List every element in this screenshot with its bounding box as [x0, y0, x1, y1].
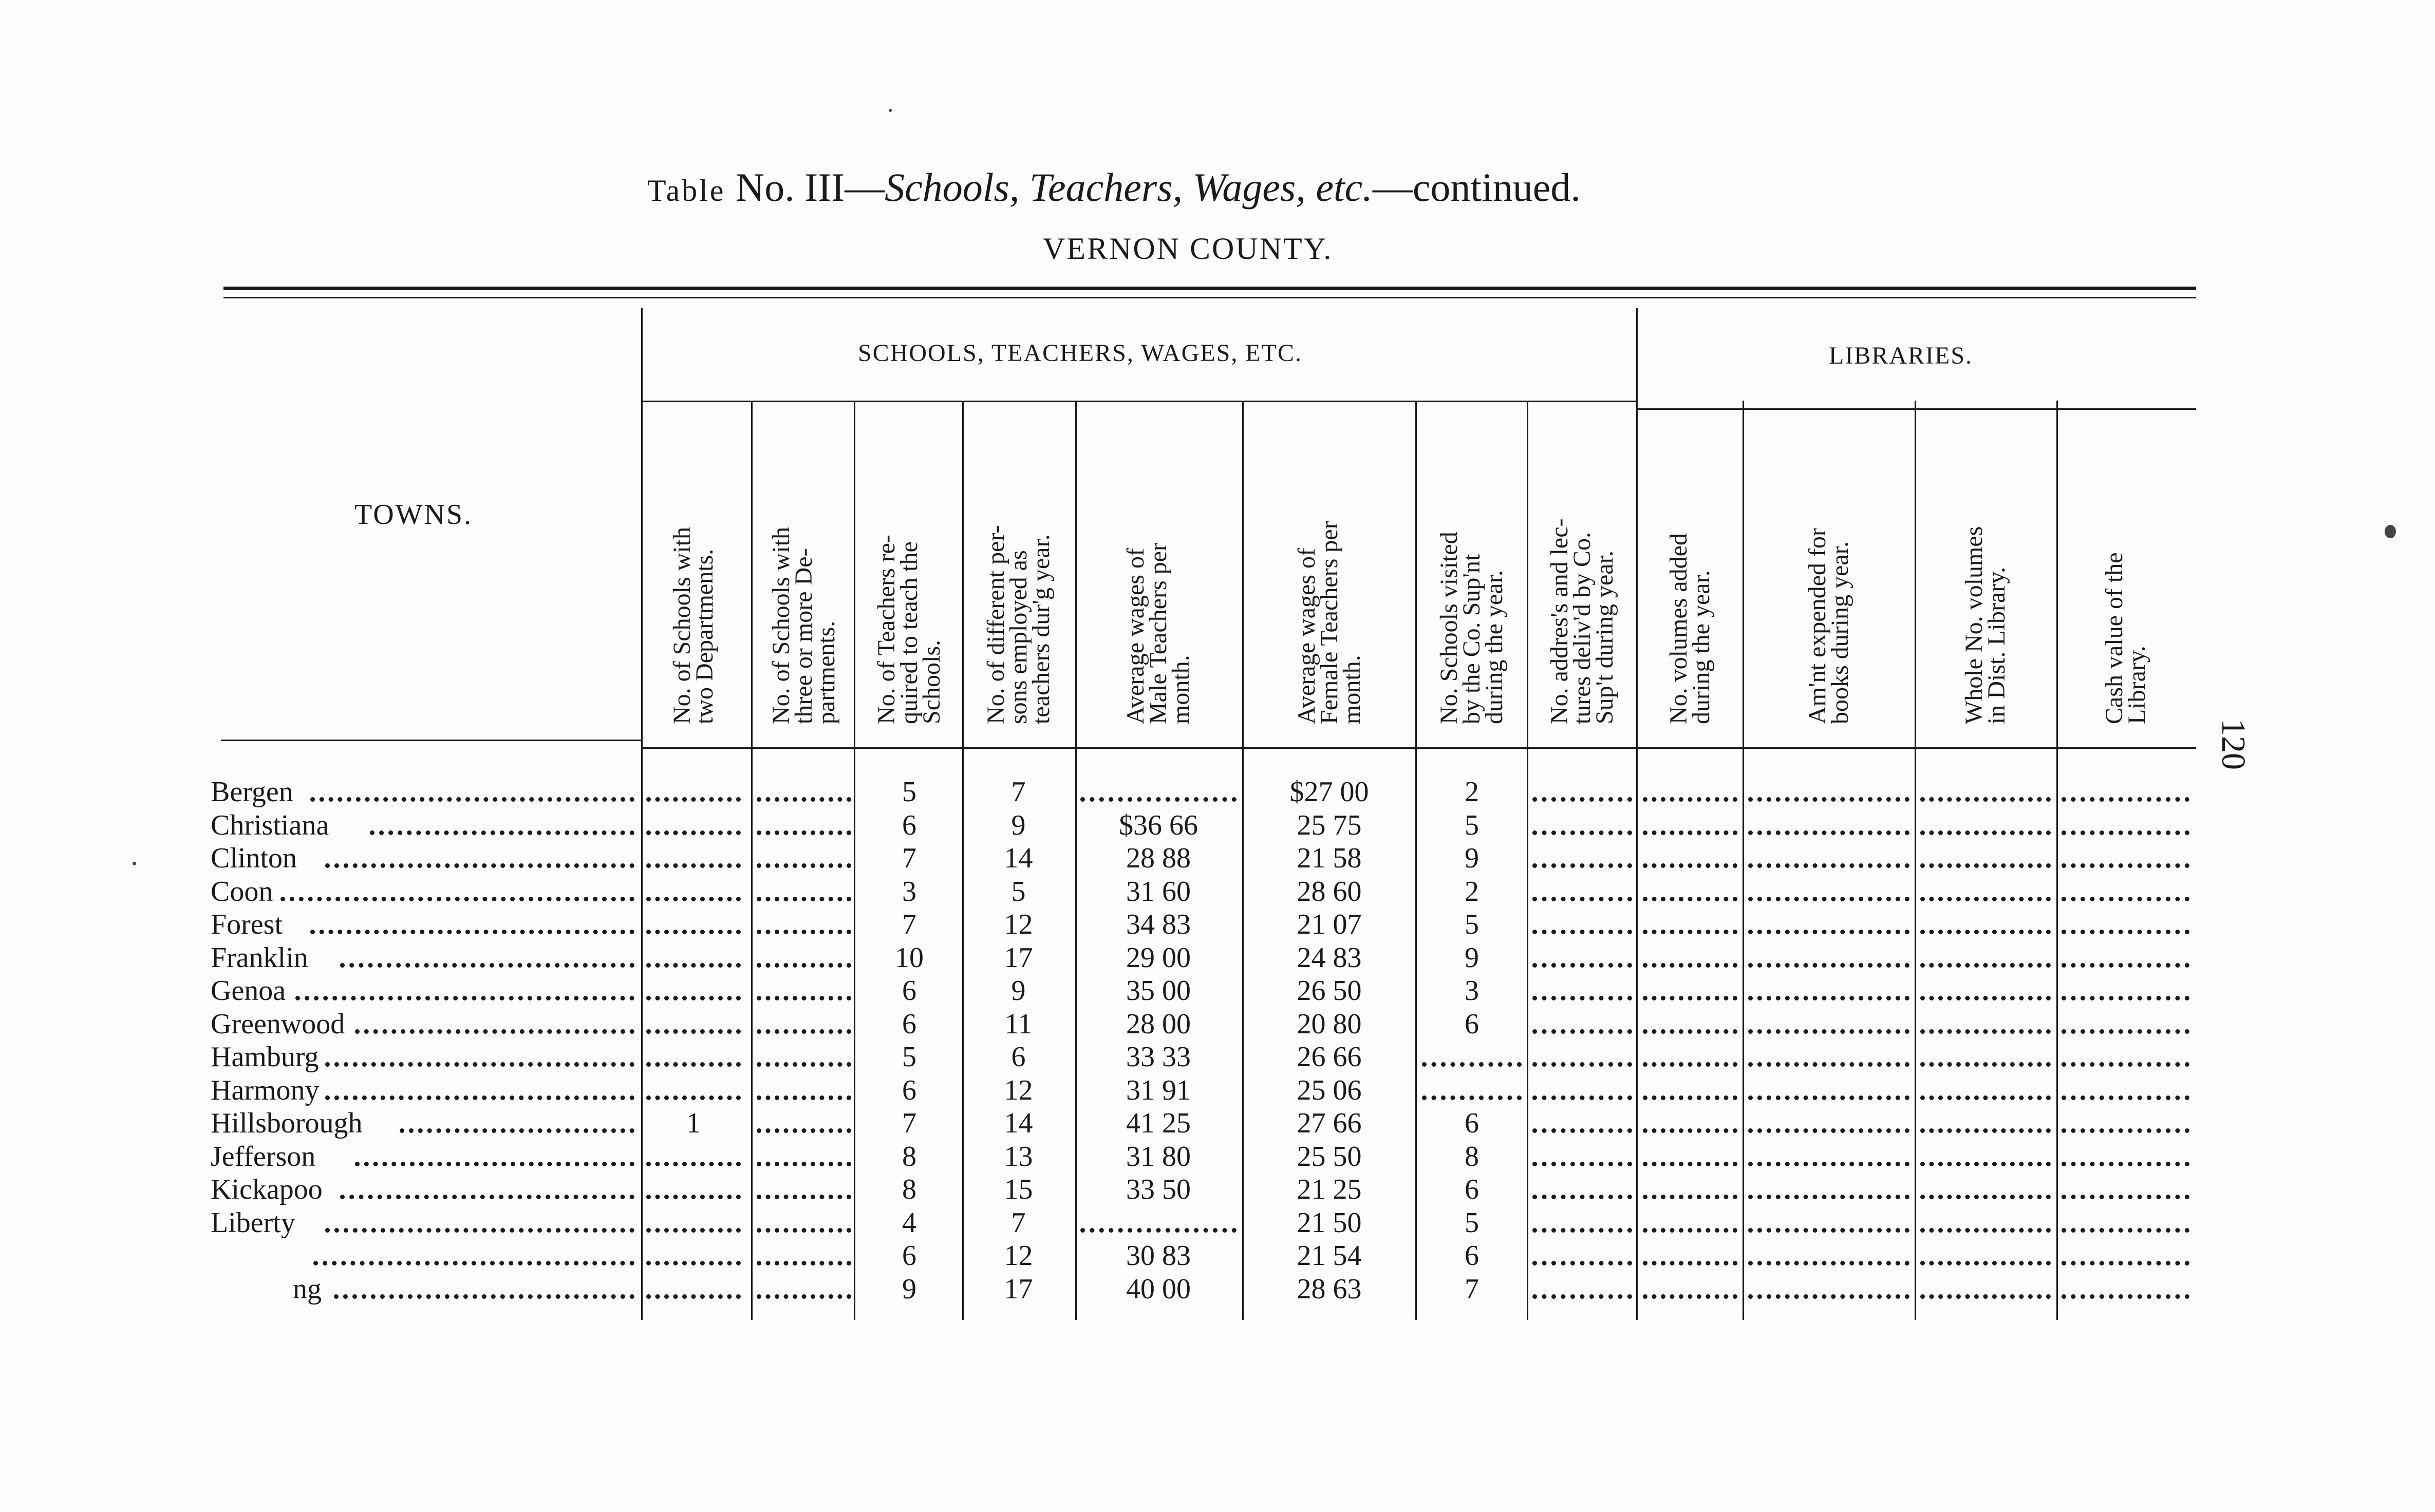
empty-cell-dots — [1748, 791, 1909, 802]
empty-cell-dots — [2062, 824, 2189, 835]
empty-cell-dots — [1532, 857, 1632, 868]
town-name: Coon — [211, 875, 273, 908]
leader-dots — [310, 791, 634, 802]
empty-cell-dots — [646, 990, 741, 1000]
empty-cell-dots — [646, 824, 741, 835]
empty-cell-dots — [1532, 1023, 1632, 1034]
empty-cell-dots — [1643, 1255, 1737, 1265]
top-rule-thin — [223, 297, 2196, 298]
column-header: No. Schools visited by the Co. Sup'nt during the year. — [1435, 532, 1508, 724]
top-rule — [223, 287, 2196, 290]
table-cell: 6 — [1465, 1008, 1479, 1040]
table-cell: 28 00 — [1126, 1008, 1191, 1040]
empty-cell-dots — [1643, 791, 1737, 802]
empty-cell-dots — [2062, 857, 2189, 868]
empty-cell-dots — [1532, 1188, 1632, 1199]
empty-cell-dots — [1748, 1188, 1909, 1199]
table-row — [211, 1206, 2204, 1239]
column-header: Am'nt expended for books during year. — [1804, 528, 1853, 724]
empty-cell-dots — [1920, 1056, 2051, 1067]
table-cell: 11 — [1004, 1008, 1033, 1040]
ink-speck — [889, 109, 892, 112]
empty-cell-dots — [757, 923, 851, 934]
empty-cell-dots — [1920, 1288, 2051, 1299]
empty-cell-dots — [1643, 1222, 1737, 1233]
column-header: No. of different per- sons employed as teachers dur'g year. — [982, 525, 1055, 724]
table-cell: 21 25 — [1297, 1174, 1362, 1205]
table-cell: 9 — [1465, 842, 1479, 874]
town-name: Jefferson — [211, 1140, 316, 1173]
table-row — [211, 875, 2204, 908]
empty-cell-dots — [1532, 990, 1632, 1000]
town-name: Hamburg — [211, 1041, 319, 1073]
towns-header: TOWNS. — [354, 499, 473, 531]
empty-cell-dots — [757, 990, 851, 1000]
table-cell: 5 — [902, 776, 916, 808]
column-header: No. of Teachers re- quired to teach the Schools. — [873, 535, 945, 724]
table-cell: 31 60 — [1126, 875, 1191, 908]
table-cell: 6 — [1465, 1174, 1479, 1205]
empty-cell-dots — [1532, 891, 1632, 901]
empty-cell-dots — [2062, 1056, 2189, 1067]
empty-cell-dots — [1748, 1222, 1909, 1233]
town-name: Genoa — [211, 975, 286, 1007]
empty-cell-dots — [1748, 1156, 1909, 1166]
table-cell: 3 — [1465, 975, 1479, 1007]
table-cell: 25 50 — [1297, 1140, 1362, 1173]
table-cell: 7 — [902, 1107, 916, 1139]
empty-cell-dots — [2062, 1255, 2189, 1265]
empty-cell-dots — [1643, 1089, 1737, 1100]
empty-cell-dots — [646, 957, 741, 968]
town-name: Forest — [211, 909, 283, 940]
empty-cell-dots — [1920, 857, 2051, 868]
empty-cell-dots — [1748, 824, 1909, 835]
empty-cell-dots — [757, 1023, 851, 1034]
table-cell: 10 — [895, 941, 924, 974]
table-cell: 8 — [1465, 1140, 1479, 1173]
column-header: No. addres's and lec- tures deliv'd by Co. Sup't during year. — [1546, 518, 1618, 724]
column-header: Average wages of Female Teachers per month. — [1293, 521, 1365, 724]
table-cell: 7 — [902, 842, 916, 874]
empty-cell-dots — [1748, 1122, 1909, 1133]
empty-cell-dots — [1920, 1188, 2051, 1199]
table-prefix: Table — [647, 174, 726, 207]
empty-cell-dots — [757, 1255, 851, 1265]
table-cell: 21 07 — [1297, 909, 1362, 940]
empty-cell-dots — [1080, 1222, 1237, 1233]
empty-cell-dots — [1643, 1023, 1737, 1034]
empty-cell-dots — [646, 1089, 741, 1100]
table-cell: 6 — [1465, 1240, 1479, 1272]
empty-cell-dots — [757, 824, 851, 835]
table-row — [211, 1008, 2204, 1041]
table-cell: 40 00 — [1126, 1273, 1191, 1305]
table-row — [211, 908, 2204, 941]
empty-cell-dots — [1748, 1023, 1909, 1034]
empty-cell-dots — [757, 1188, 851, 1199]
empty-cell-dots — [2062, 1222, 2189, 1233]
table-row — [211, 776, 2204, 808]
empty-cell-dots — [646, 1255, 741, 1265]
column-header: No. volumes added during the year. — [1665, 533, 1715, 724]
table-cell: 15 — [1004, 1174, 1033, 1205]
towns-divider — [221, 740, 641, 741]
empty-cell-dots — [1748, 857, 1909, 868]
empty-cell-dots — [2062, 791, 2189, 802]
town-name: Greenwood — [211, 1008, 345, 1040]
empty-cell-dots — [2062, 891, 2189, 901]
table-cell: 12 — [1004, 909, 1033, 940]
table-cell: 5 — [1465, 1206, 1479, 1239]
table-row — [211, 842, 2204, 875]
table-cell: 33 33 — [1126, 1041, 1191, 1073]
table-cell: 41 25 — [1126, 1107, 1191, 1139]
town-name: Hillsborough — [211, 1107, 363, 1139]
empty-cell-dots — [757, 857, 851, 868]
table-cell: 14 — [1004, 1107, 1033, 1139]
table-row — [211, 1173, 2204, 1206]
empty-cell-dots — [1748, 923, 1909, 934]
group-schools-label: SCHOOLS, TEACHERS, WAGES, ETC. — [858, 339, 1302, 367]
table-row — [211, 1239, 2204, 1272]
empty-cell-dots — [1532, 1222, 1632, 1233]
table-cell: 7 — [902, 909, 916, 940]
empty-cell-dots — [1532, 1089, 1632, 1100]
empty-cell-dots — [2062, 957, 2189, 968]
table-cell: 28 88 — [1126, 842, 1191, 874]
table-cell: 25 06 — [1297, 1074, 1362, 1106]
empty-cell-dots — [1532, 1156, 1632, 1166]
town-name: Bergen — [211, 776, 293, 808]
table-cell: 6 — [1011, 1041, 1026, 1073]
table-cell: 26 66 — [1297, 1041, 1362, 1073]
town-name: Harmony — [211, 1074, 320, 1106]
table-cell: 14 — [1004, 842, 1033, 874]
leader-dots — [325, 1056, 634, 1067]
empty-cell-dots — [1920, 1122, 2051, 1133]
table-cell: 21 50 — [1297, 1206, 1362, 1239]
empty-cell-dots — [1748, 1089, 1909, 1100]
table-cell: 9 — [902, 1273, 916, 1305]
leader-dots — [325, 857, 634, 868]
empty-cell-dots — [1532, 791, 1632, 802]
table-cell: 6 — [902, 1074, 916, 1106]
empty-cell-dots — [1422, 1056, 1522, 1067]
empty-cell-dots — [2062, 1023, 2189, 1034]
table-cell: 24 83 — [1297, 941, 1362, 974]
table-cell: 26 50 — [1297, 975, 1362, 1007]
table-cell: 12 — [1004, 1240, 1033, 1272]
leader-dots — [334, 1288, 634, 1299]
empty-cell-dots — [1920, 990, 2051, 1000]
empty-cell-dots — [1643, 1288, 1737, 1299]
empty-cell-dots — [646, 1222, 741, 1233]
empty-cell-dots — [1643, 1156, 1737, 1166]
empty-cell-dots — [1920, 923, 2051, 934]
empty-cell-dots — [1748, 1056, 1909, 1067]
table-cell: 12 — [1004, 1074, 1033, 1106]
header-bottom-rule — [641, 747, 2196, 749]
empty-cell-dots — [1080, 791, 1237, 802]
table-cell: 5 — [902, 1041, 916, 1073]
leader-dots — [340, 957, 634, 968]
empty-cell-dots — [646, 923, 741, 934]
table-cell: 3 — [902, 875, 916, 908]
empty-cell-dots — [646, 1288, 741, 1299]
empty-cell-dots — [1920, 824, 2051, 835]
empty-cell-dots — [1643, 824, 1737, 835]
empty-cell-dots — [646, 891, 741, 901]
table-cell: 2 — [1465, 776, 1479, 808]
page-number: 120 — [2215, 719, 2252, 770]
empty-cell-dots — [757, 1056, 851, 1067]
empty-cell-dots — [1920, 1089, 2051, 1100]
table-cell: 28 63 — [1297, 1273, 1362, 1305]
empty-cell-dots — [1532, 1056, 1632, 1067]
empty-cell-dots — [1920, 791, 2051, 802]
empty-cell-dots — [646, 1056, 741, 1067]
empty-cell-dots — [1920, 1255, 2051, 1265]
table-subject: Schools, Teachers, Wages, etc. — [885, 165, 1373, 210]
table-cell: 28 60 — [1297, 875, 1362, 908]
table-cell: 6 — [902, 1008, 916, 1040]
table-cell: 34 83 — [1126, 909, 1191, 940]
table-row — [211, 1273, 2204, 1306]
empty-cell-dots — [1920, 1156, 2051, 1166]
table-cell: 21 54 — [1297, 1240, 1362, 1272]
leader-dots — [313, 1255, 634, 1265]
leader-dots — [355, 1023, 634, 1034]
empty-cell-dots — [2062, 1089, 2189, 1100]
empty-cell-dots — [1532, 824, 1632, 835]
table-cell: 2 — [1465, 875, 1479, 908]
town-name: Christiana — [211, 809, 329, 841]
column-header: No. of Schools with three or more De- partments. — [767, 527, 840, 724]
leader-dots — [340, 1188, 634, 1199]
leader-dots — [295, 990, 634, 1000]
empty-cell-dots — [757, 1156, 851, 1166]
table-cell: 21 58 — [1297, 842, 1362, 874]
group-libraries-label: LIBRARIES. — [1829, 342, 1973, 369]
table-cell: 17 — [1004, 941, 1033, 974]
table-cell: 35 00 — [1126, 975, 1191, 1007]
table-cell: $27 00 — [1289, 776, 1369, 808]
empty-cell-dots — [646, 1156, 741, 1166]
table-row — [211, 1074, 2204, 1107]
leader-dots — [400, 1122, 634, 1133]
leader-dots — [280, 891, 634, 901]
table-cell: 9 — [1465, 941, 1479, 974]
empty-cell-dots — [1748, 1255, 1909, 1265]
table-row — [211, 1107, 2204, 1140]
table-cell: 4 — [902, 1206, 916, 1239]
column-header: No. of Schools with two Departments. — [668, 527, 718, 724]
county-name: VERNON COUNTY. — [1043, 232, 1333, 266]
empty-cell-dots — [2062, 1156, 2189, 1166]
leader-dots — [310, 923, 634, 934]
empty-cell-dots — [757, 1288, 851, 1299]
empty-cell-dots — [757, 791, 851, 802]
table-cell: 17 — [1004, 1273, 1033, 1305]
table-cell: 30 83 — [1126, 1240, 1191, 1272]
empty-cell-dots — [2062, 1122, 2189, 1133]
empty-cell-dots — [646, 791, 741, 802]
table-cell: 5 — [1011, 875, 1026, 908]
leader-dots — [370, 824, 634, 835]
empty-cell-dots — [1532, 957, 1632, 968]
table-cell: 1 — [686, 1107, 701, 1139]
empty-cell-dots — [757, 1222, 851, 1233]
leader-dots — [325, 1089, 634, 1100]
table-cell: 9 — [1011, 975, 1026, 1007]
table-cell: 25 75 — [1297, 809, 1362, 841]
empty-cell-dots — [2062, 1288, 2189, 1299]
empty-cell-dots — [757, 957, 851, 968]
empty-cell-dots — [1643, 1056, 1737, 1067]
ink-spot — [2385, 525, 2396, 538]
empty-cell-dots — [1643, 990, 1737, 1000]
table-row — [211, 941, 2204, 974]
empty-cell-dots — [1748, 891, 1909, 901]
table-title — [647, 164, 1581, 211]
empty-cell-dots — [1532, 1255, 1632, 1265]
column-header: Average wages of Male Teachers per month. — [1122, 543, 1194, 724]
group-divider-libraries — [1636, 408, 2196, 410]
table-number: No. III— — [735, 165, 885, 210]
empty-cell-dots — [1920, 891, 2051, 901]
table-row — [211, 1041, 2204, 1073]
town-name: Clinton — [211, 842, 297, 874]
empty-cell-dots — [2062, 990, 2189, 1000]
table-cell: 27 66 — [1297, 1107, 1362, 1139]
empty-cell-dots — [2062, 1188, 2189, 1199]
table-row — [211, 974, 2204, 1007]
empty-cell-dots — [1532, 1288, 1632, 1299]
table-cell: 6 — [1465, 1107, 1479, 1139]
table-cell: 8 — [902, 1174, 916, 1205]
table-cell: $36 66 — [1119, 809, 1198, 841]
town-name: Liberty — [211, 1206, 295, 1239]
empty-cell-dots — [1643, 1122, 1737, 1133]
town-name: ng — [293, 1273, 322, 1305]
table-cell: 13 — [1004, 1140, 1033, 1173]
empty-cell-dots — [1748, 990, 1909, 1000]
table-row — [211, 1140, 2204, 1173]
table-cell: 5 — [1465, 809, 1479, 841]
table-cell: 6 — [902, 1240, 916, 1272]
empty-cell-dots — [757, 891, 851, 901]
town-name: Kickapoo — [211, 1174, 323, 1205]
empty-cell-dots — [757, 1089, 851, 1100]
empty-cell-dots — [1920, 1023, 2051, 1034]
ink-speck — [133, 862, 136, 865]
empty-cell-dots — [1748, 957, 1909, 968]
table-cell: 31 91 — [1126, 1074, 1191, 1106]
empty-cell-dots — [1643, 957, 1737, 968]
empty-cell-dots — [1532, 1122, 1632, 1133]
column-header: Whole No. volumes in Dist. Library. — [1960, 526, 2010, 724]
table-cell: 20 80 — [1297, 1008, 1362, 1040]
table-cell: 29 00 — [1126, 941, 1191, 974]
table-cell: 7 — [1011, 1206, 1026, 1239]
table-cell: 7 — [1465, 1273, 1479, 1305]
table-cell: 31 80 — [1126, 1140, 1191, 1173]
table-cell: 5 — [1465, 909, 1479, 940]
table-cell: 7 — [1011, 776, 1026, 808]
column-header: Cash value of the Library. — [2100, 552, 2150, 724]
empty-cell-dots — [2062, 923, 2189, 934]
table-cell: 8 — [902, 1140, 916, 1173]
empty-cell-dots — [757, 1122, 851, 1133]
empty-cell-dots — [1643, 891, 1737, 901]
town-name: Franklin — [211, 941, 308, 974]
leader-dots — [325, 1222, 634, 1233]
empty-cell-dots — [1643, 857, 1737, 868]
empty-cell-dots — [646, 857, 741, 868]
table-cell: 33 50 — [1126, 1174, 1191, 1205]
table-suffix: —continued. — [1372, 165, 1581, 210]
empty-cell-dots — [646, 1023, 741, 1034]
empty-cell-dots — [1643, 923, 1737, 934]
table-cell: 6 — [902, 809, 916, 841]
empty-cell-dots — [1643, 1188, 1737, 1199]
empty-cell-dots — [1920, 957, 2051, 968]
table-cell: 9 — [1011, 809, 1026, 841]
empty-cell-dots — [1920, 1222, 2051, 1233]
group-divider-schools — [641, 401, 1636, 402]
empty-cell-dots — [1422, 1089, 1522, 1100]
table-row — [211, 809, 2204, 842]
leader-dots — [355, 1156, 634, 1166]
empty-cell-dots — [1748, 1288, 1909, 1299]
empty-cell-dots — [646, 1188, 741, 1199]
table-cell: 6 — [902, 975, 916, 1007]
empty-cell-dots — [1532, 923, 1632, 934]
